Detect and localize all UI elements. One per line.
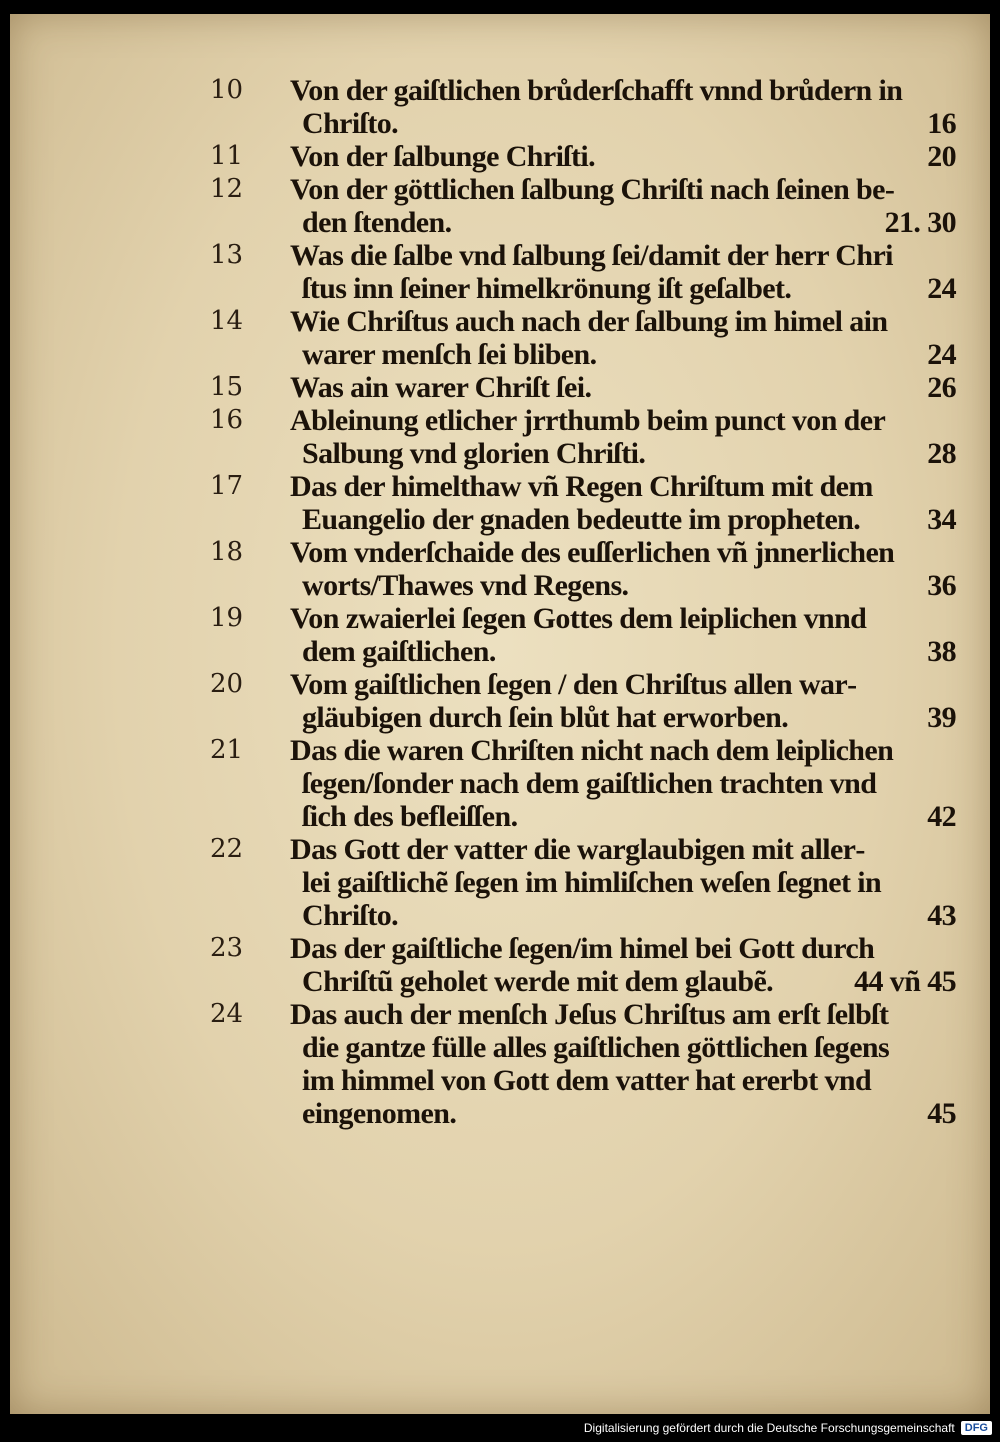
entry-line: Ableinung etlicher jrrthumb beim punct von der	[290, 404, 886, 437]
toc-entry	[210, 173, 960, 239]
entry-line: Von zwaierlei ſegen Gottes dem leiplichen vnnd	[290, 602, 867, 635]
entry-line	[290, 1097, 960, 1130]
entry-line: Von der göttlichen ſalbung Chriſti nach ſeinen be‑	[290, 173, 895, 206]
entry-line: Das auch der menſch Jeſus Chriſtus am erſt ſelbſt	[290, 998, 889, 1031]
page-reference: 34	[927, 503, 956, 536]
page-reference: 28	[927, 437, 956, 470]
entry-line: Was die ſalbe vnd ſalbung ſei/damit der herr Chri	[290, 239, 893, 272]
entry-text: eingenomen.	[302, 1097, 457, 1130]
page-reference: 38	[927, 635, 956, 668]
toc-entry	[210, 404, 960, 470]
page-reference: 36	[927, 569, 956, 602]
entry-line: Das der gaiſtliche ſegen/im himel bei Gott durch	[290, 932, 875, 965]
toc-entry	[210, 305, 960, 371]
entry-number: 18	[210, 537, 244, 567]
entry-text: worts/Thawes vnd Regens.	[302, 569, 629, 602]
entry-line	[290, 338, 960, 371]
entry-text: Chriſtũ geholet werde mit dem glaubẽ.	[302, 965, 774, 998]
entry-number: 12	[210, 174, 244, 204]
entry-text: ſtus inn ſeiner himelkrönung iſt geſalbet.	[302, 272, 792, 305]
entry-text: gläubigen durch ſein blůt hat erworben.	[302, 701, 789, 734]
entry-number: 17	[210, 471, 244, 501]
entry-line	[290, 272, 960, 305]
toc-entry	[210, 998, 960, 1130]
page-reference: 16	[927, 107, 956, 140]
toc-entry	[210, 833, 960, 932]
entry-text: dem gaiſtlichen.	[302, 635, 496, 668]
entry-line	[290, 800, 960, 833]
page-reference: 39	[927, 701, 956, 734]
toc-entry	[210, 602, 960, 668]
page-reference: 42	[927, 800, 956, 833]
entry-line: Von der gaiſtlichen brůderſchafft vnnd brůdern in	[290, 74, 903, 107]
entry-line	[290, 965, 960, 998]
toc-entry	[210, 668, 960, 734]
toc-entry	[210, 74, 960, 140]
entry-line	[290, 371, 960, 404]
entry-line	[290, 635, 960, 668]
entry-text: Von der ſalbunge Chriſti.	[290, 140, 596, 173]
entry-line	[290, 569, 960, 602]
entry-line	[290, 206, 960, 239]
entry-number: 16	[210, 405, 244, 435]
entry-line: Das die waren Chriſten nicht nach dem leiplichen	[290, 734, 894, 767]
page-reference: 24	[927, 272, 956, 305]
entry-text: Chriſto.	[302, 899, 399, 932]
toc-entry	[210, 140, 960, 173]
entry-line	[290, 701, 960, 734]
entry-number: 23	[210, 933, 244, 963]
page-reference: 44 vñ 45	[854, 965, 956, 998]
entry-line: im himmel von Gott dem vatter hat ererbt vnd	[302, 1064, 872, 1097]
funding-footer	[584, 1418, 992, 1438]
entry-text: Euangelio der gnaden bedeutte im propheten.	[302, 503, 861, 536]
entry-line: Wie Chriſtus auch nach der ſalbung im himel ain	[290, 305, 888, 338]
dfg-logo-icon: DFG	[961, 1421, 992, 1435]
entry-text: Salbung vnd glorien Chriſti.	[302, 437, 646, 470]
entry-line: lei gaiſtlichẽ ſegen im himliſchen weſen ſegnet in	[302, 866, 882, 899]
entry-line: die gantze fülle alles gaiſtlichen göttlichen ſegens	[302, 1031, 890, 1064]
entry-number: 15	[210, 372, 244, 402]
toc-entry	[210, 932, 960, 998]
funding-text: Digitalisierung gefördert durch die Deutsche Forschungsgemeinschaft	[583, 1421, 955, 1435]
entry-number: 11	[210, 141, 244, 171]
entry-number: 21	[210, 735, 244, 765]
entry-text: ſich des befleiſſen.	[302, 800, 518, 833]
page-reference: 43	[927, 899, 956, 932]
page-reference: 21. 30	[884, 206, 956, 239]
entry-line: Vom gaiſtlichen ſegen / den Chriſtus allen war‑	[290, 668, 857, 701]
entry-line	[290, 503, 960, 536]
entry-line	[290, 107, 960, 140]
entry-number: 19	[210, 603, 244, 633]
toc-entry	[210, 734, 960, 833]
entry-line: ſegen/ſonder nach dem gaiſtlichen trachten vnd	[302, 767, 877, 800]
toc-entry	[210, 536, 960, 602]
entry-line	[290, 140, 960, 173]
page-reference: 24	[927, 338, 956, 371]
entry-number: 24	[210, 999, 244, 1029]
entry-number: 10	[210, 75, 244, 105]
page-reference: 26	[927, 371, 956, 404]
toc-entry	[210, 470, 960, 536]
entry-text: den ſtenden.	[302, 206, 452, 239]
entry-number: 14	[210, 306, 244, 336]
toc-entry	[210, 371, 960, 404]
entry-number: 22	[210, 834, 244, 864]
entry-number: 13	[210, 240, 244, 270]
entry-text: warer menſch ſei bliben.	[302, 338, 597, 371]
entry-text: Chriſto.	[302, 107, 399, 140]
entry-line	[290, 899, 960, 932]
entry-line	[290, 437, 960, 470]
page-reference: 45	[927, 1097, 956, 1130]
entry-number: 20	[210, 669, 244, 699]
document-page	[10, 14, 990, 1414]
table-of-contents	[210, 74, 960, 1130]
entry-line: Das der himelthaw vñ Regen Chriſtum mit dem	[290, 470, 873, 503]
entry-line: Vom vnderſchaide des euſſerlichen vñ jnnerlichen	[290, 536, 895, 569]
toc-entry	[210, 239, 960, 305]
entry-text: Was ain warer Chriſt ſei.	[290, 371, 592, 404]
page-reference: 20	[927, 140, 956, 173]
entry-line: Das Gott der vatter die warglaubigen mit aller‑	[290, 833, 865, 866]
